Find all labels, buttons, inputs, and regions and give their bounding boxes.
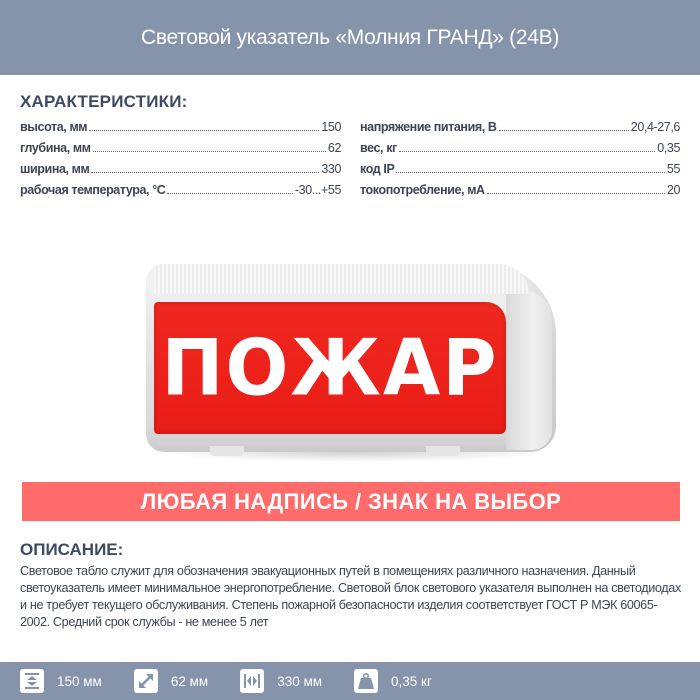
spec-row <box>360 183 680 204</box>
dot-leader <box>93 151 326 152</box>
spec-value: -30...+55 <box>294 183 341 197</box>
product-foot <box>210 446 244 456</box>
spec-value: 330 <box>321 162 341 176</box>
dimensions-footer <box>0 662 700 700</box>
spec-label: код IP <box>360 162 395 176</box>
spec-value: 62 <box>327 141 341 155</box>
description-heading: ОПИСАНИЕ: <box>20 540 124 559</box>
spec-row <box>20 162 341 183</box>
spec-label: вес, кг <box>360 141 397 155</box>
spec-label: глубина, мм <box>20 141 91 155</box>
spec-label: ширина, мм <box>20 162 90 176</box>
footer-item-depth <box>134 669 208 693</box>
spec-row <box>20 183 341 204</box>
spec-value: 55 <box>666 162 680 176</box>
page-title: Световой указатель «Молния ГРАНД» (24В) <box>140 25 560 49</box>
specs-heading: ХАРАКТЕРИСТИКИ: <box>20 92 188 111</box>
spec-value: 150 <box>321 120 341 134</box>
dot-leader <box>396 172 665 173</box>
footer-value: 62 мм <box>170 673 209 689</box>
product-image <box>130 250 570 470</box>
dot-leader <box>399 151 655 152</box>
product-panel-text: ПОЖАР <box>161 322 499 414</box>
spec-label: напряжение питания, В <box>360 120 497 134</box>
spec-label: рабочая температура, °С <box>20 183 166 197</box>
footer-item-weight <box>354 669 432 693</box>
description-text: Световое табло служит для обозначения эвакуационных путей в помещениях различного назначения. Данный светоуказатель имеет минимальное энергопотребление. Световой блок светового указателя выполнен на светодиодах и не требует текущего обслуживания. Степень пожарной безопасности изделия соответствует ГОСТ Р МЭК 60065-2002. Средний срок службы - не менее 5 лет <box>20 564 681 629</box>
dot-leader <box>167 193 292 194</box>
specs-left-column <box>20 120 341 204</box>
spec-row <box>360 162 680 183</box>
dot-leader <box>91 172 319 173</box>
spec-label: высота, мм <box>20 120 88 134</box>
footer-item-height <box>20 669 102 693</box>
specs-right-column <box>360 120 680 204</box>
spec-value: 20 <box>666 183 680 197</box>
spec-value: 0,35 <box>657 141 680 155</box>
height-icon <box>20 669 44 693</box>
product-foot <box>426 446 460 456</box>
banner-text: ЛЮБАЯ НАДПИСЬ / ЗНАК НА ВЫБОР <box>140 488 562 514</box>
page-header <box>0 0 700 75</box>
footer-value: 0,35 кг <box>391 673 432 689</box>
dot-leader <box>487 193 665 194</box>
spec-row <box>360 120 680 141</box>
footer-value: 330 мм <box>277 673 323 689</box>
product-top-cap <box>154 264 529 294</box>
spec-value: 20,4-27,6 <box>630 120 680 134</box>
spec-row <box>360 141 680 162</box>
dot-leader <box>499 130 629 131</box>
product-side <box>506 290 552 450</box>
depth-icon <box>134 669 158 693</box>
width-icon <box>240 669 264 693</box>
spec-row <box>20 120 341 141</box>
spec-label: токопотребление, мА <box>360 183 485 197</box>
promo-banner <box>22 482 680 521</box>
product-red-panel <box>154 302 506 434</box>
footer-item-width <box>240 669 322 693</box>
weight-icon <box>354 669 378 693</box>
spec-row <box>20 141 341 162</box>
dot-leader <box>89 130 319 131</box>
footer-value: 150 мм <box>57 673 102 689</box>
